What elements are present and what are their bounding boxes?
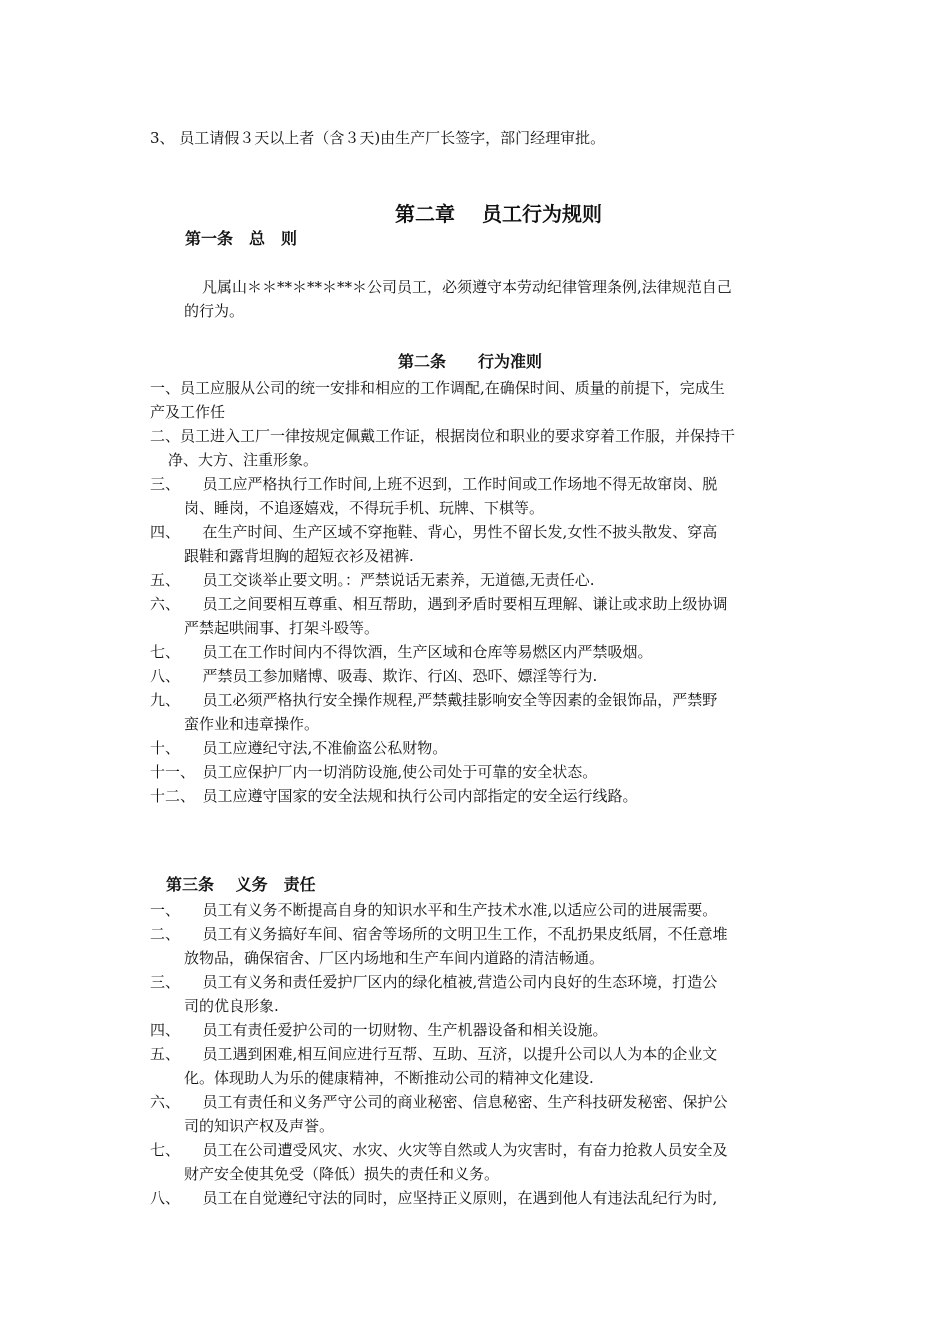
list-item	[150, 1018, 810, 1042]
list-item-text: 八、 员工在自觉遵纪守法的同时，应坚持正义原则，在遇到他人有违法乱纪行为时,	[150, 1189, 718, 1207]
list-item	[150, 784, 810, 808]
chapter-title: 第二章 员工行为规则	[395, 202, 602, 226]
list-item	[150, 760, 810, 784]
list-item-text: 一、员工应服从公司的统一安排和相应的工作调配,在确保时间、质量的前提下，完成生	[150, 379, 725, 397]
list-item-text: 二、员工进入工厂一律按规定佩戴工作证，根据岗位和职业的要求穿着工作服，并保持干	[150, 427, 736, 445]
list-item-continuation: 司的优良形象.	[184, 997, 279, 1015]
list-item-text: 六、 员工之间要相互尊重、相互帮助，遇到矛盾时要相互理解、谦让或求助上级协调	[150, 595, 728, 613]
list-item-continuation: 财产安全使其免受（降低）损失的责任和义务。	[184, 1165, 500, 1183]
list-item	[150, 970, 810, 1018]
list-item-continuation: 化。体现助人为乐的健康精神，不断推动公司的精神文化建设.	[184, 1069, 594, 1087]
list-item-continuation: 放物品，确保宿舍、厂区内场地和生产车间内道路的清洁畅通。	[184, 949, 605, 967]
article1-line-1: 凡属山＊＊**＊**＊**＊公司员工，必须遵守本劳动纪律管理条例,法律规范自己	[202, 278, 732, 296]
list-item	[150, 376, 810, 424]
list-item-text: 六、 员工有责任和义务严守公司的商业秘密、信息秘密、生产科技研发秘密、保护公	[150, 1093, 728, 1111]
list-item-text: 十、 员工应遵纪守法,不准偷盗公私财物。	[150, 739, 448, 757]
list-item-text: 五、 员工交谈举止要文明。：严禁说话无素养，无道德,无责任心.	[150, 571, 595, 589]
list-item	[150, 688, 810, 736]
list-item-text: 七、 员工在公司遭受风灾、水灾、火灾等自然或人为灾害时，有奋力抢救人员安全及	[150, 1141, 728, 1159]
list-item-text: 一、 员工有义务不断提高自身的知识水平和生产技术水准,以适应公司的进展需要。	[150, 901, 718, 919]
list-item	[150, 922, 810, 970]
article2-list	[150, 376, 810, 808]
list-item-continuation: 产及工作任	[150, 403, 226, 421]
list-item	[150, 568, 810, 592]
list-item	[150, 1042, 810, 1090]
list-item	[150, 640, 810, 664]
list-item-text: 七、 员工在工作时间内不得饮酒，生产区域和仓库等易燃区内严禁吸烟。	[150, 643, 653, 661]
list-item-text: 十一、 员工应保护厂内一切消防设施,使公司处于可靠的安全状态。	[150, 763, 598, 781]
list-item	[150, 898, 810, 922]
list-item-continuation: 司的知识产权及声誉。	[184, 1117, 335, 1135]
list-item-text: 三、 员工有义务和责任爱护厂区内的绿化植被,营造公司内良好的生态环境，打造公	[150, 973, 718, 991]
article2-title: 第二条 行为准则	[398, 352, 543, 371]
list-item	[150, 424, 810, 472]
list-item-text: 四、 员工有责任爱护公司的一切财物、生产机器设备和相关设施。	[150, 1021, 608, 1039]
list-item-text: 四、 在生产时间、生产区域不穿拖鞋、背心，男性不留长发,女性不披头散发、穿高	[150, 523, 718, 541]
list-item-continuation: 净、大方、注重形象。	[168, 451, 319, 469]
list-item-continuation: 跟鞋和露背坦胸的超短衣衫及裙裤.	[184, 547, 414, 565]
intro-line: 3、 员工请假３天以上者（含３天)由生产厂长签字，部门经理审批。	[150, 129, 606, 147]
list-item	[150, 592, 810, 640]
list-item	[150, 1090, 810, 1138]
list-item	[150, 664, 810, 688]
list-item	[150, 472, 810, 520]
list-item-text: 三、 员工应严格执行工作时间,上班不迟到，工作时间或工作场地不得无故窜岗、脱	[150, 475, 718, 493]
article1-title: 第一条 总 则	[185, 229, 298, 248]
list-item	[150, 520, 810, 568]
list-item-continuation: 岗、睡岗，不追逐嬉戏，不得玩手机、玩牌、下棋等。	[184, 499, 545, 517]
list-item	[150, 1186, 810, 1210]
article3-list	[150, 898, 810, 1210]
article1-line-2: 的行为。	[184, 302, 245, 320]
article3-title: 第三条 义务 责任	[166, 875, 316, 894]
list-item-text: 五、 员工遇到困难,相互间应进行互帮、互助、互济，以提升公司以人为本的企业文	[150, 1045, 718, 1063]
list-item-text: 九、 员工必须严格执行安全操作规程,严禁戴挂影响安全等因素的金银饰品，严禁野	[150, 691, 718, 709]
article1-body	[150, 275, 810, 323]
list-item	[150, 736, 810, 760]
list-item-continuation: 蛮作业和违章操作。	[184, 715, 320, 733]
list-item-text: 八、 严禁员工参加赌博、吸毒、欺诈、行凶、恐吓、嫖淫等行为.	[150, 667, 598, 685]
list-item	[150, 1138, 810, 1186]
list-item-continuation: 严禁起哄闹事、打架斗殴等。	[184, 619, 380, 637]
list-item-text: 二、 员工有义务搞好车间、宿舍等场所的文明卫生工作，不乱扔果皮纸屑，不任意堆	[150, 925, 728, 943]
list-item-text: 十二、 员工应遵守国家的安全法规和执行公司内部指定的安全运行线路。	[150, 787, 638, 805]
